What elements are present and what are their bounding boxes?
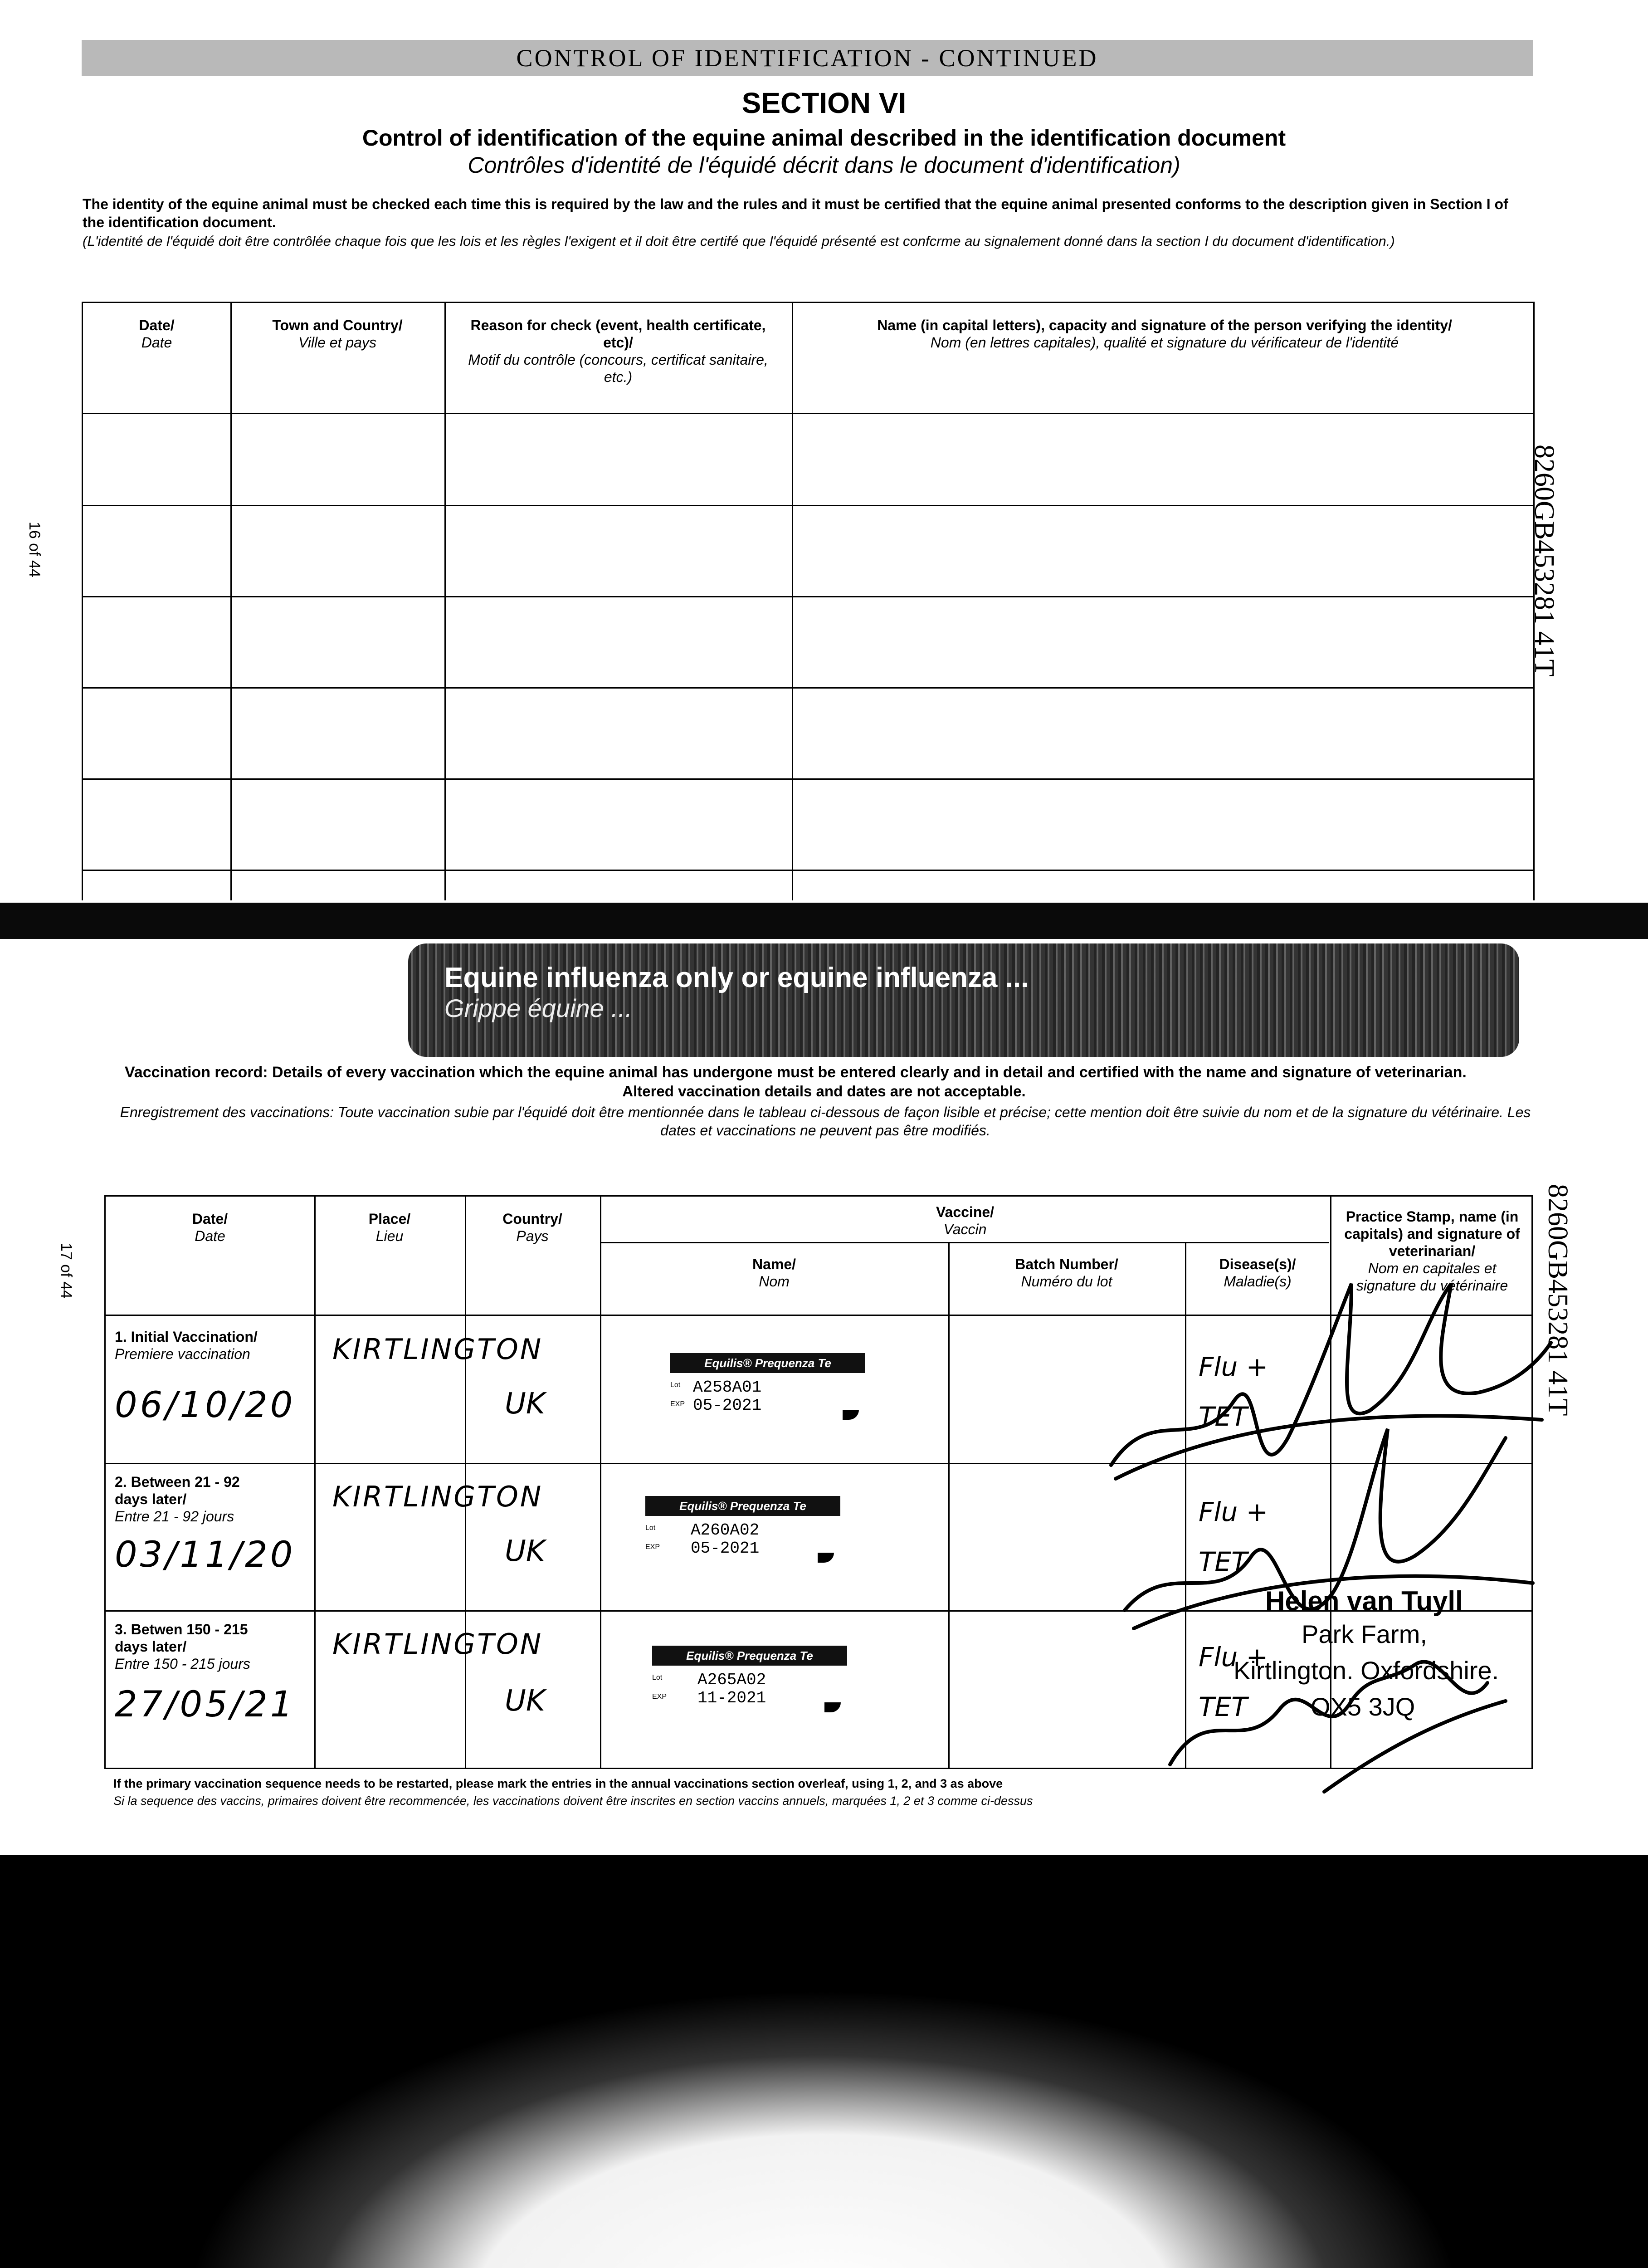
batch-number-3	[697, 1671, 766, 1707]
header-date-en: Date/	[192, 1211, 228, 1227]
hand-country-3: UK	[505, 1684, 545, 1718]
scanner-shadow	[0, 1855, 1648, 1960]
row-2-label-fr: Entre 21 - 92 jours	[115, 1508, 234, 1525]
vaccine-sticker-2	[645, 1496, 845, 1573]
header-verifier-fr: Nom (en lettres capitales), qualité et signature du vérificateur de l'identité	[930, 334, 1399, 351]
header-batch-fr: Numéro du lot	[1021, 1273, 1112, 1290]
header-stamp-fr: Nom en capitales et signature du vétérinaire	[1356, 1260, 1508, 1294]
hand-disease-3: Flu + TET	[1199, 1642, 1268, 1722]
row-label-1	[115, 1328, 310, 1363]
header-disease-fr: Maladie(s)	[1224, 1273, 1292, 1290]
header-town-fr: Ville et pays	[298, 334, 376, 351]
exp-key: EXP	[670, 1400, 685, 1408]
hand-place-3: KIRTLINGTON	[332, 1628, 543, 1661]
exp-key: EXP	[645, 1543, 660, 1551]
header-verifier	[809, 317, 1521, 351]
header-vaccine-fr: Vaccin	[943, 1221, 987, 1237]
row-divider	[83, 505, 1533, 506]
header-name-en: Name/	[752, 1256, 796, 1272]
batch-number-1	[693, 1378, 761, 1415]
vaccine-sticker-3	[652, 1646, 852, 1723]
col-divider	[948, 1242, 950, 1768]
veterinarian-signatures	[1097, 1266, 1551, 1810]
row-1-label-en: 1. Initial Vaccination/	[115, 1329, 258, 1345]
passport-id-top: 8260GB453281 41T	[1529, 445, 1560, 677]
hand-date-2: 03/11/20	[115, 1535, 296, 1575]
expiry-2: 05-2021	[691, 1539, 760, 1558]
intro-en: The identity of the equine animal must be checked each time this is required by the law and the rules and it must be certified that the equine animal presented conforms to the description given in Section I of the identification document.	[83, 196, 1508, 230]
header-date-en: Date/	[139, 317, 175, 333]
expiry-1: 05-2021	[693, 1396, 762, 1415]
header-date	[106, 1210, 314, 1245]
header-date-fr: Date	[195, 1228, 225, 1244]
hand-country-1: UK	[505, 1387, 545, 1421]
hand-disease-1: Flu + TET	[1199, 1351, 1268, 1432]
identification-page	[0, 0, 1648, 903]
hand-country-2: UK	[505, 1535, 545, 1568]
header-stamp-en: Practice Stamp, name (in capitals) and signature of veterinarian/	[1344, 1208, 1520, 1259]
lot-number-1: A258A01	[693, 1378, 762, 1397]
header-reason-fr: Motif du contrôle (concours, certificat sanitaire, etc.)	[468, 352, 768, 385]
vaccination-record-fr: Enregistrement des vaccinations: Toute vaccination subie par l'équidé doit être mentionnée dans le tableau ci-dessous de façon lisible et précise; cette mention doit être suivie du nom et de la signature du vétérinaire. Les dates et vaccinations ne peuvent pas être modifiés.	[120, 1104, 1531, 1139]
lot-key: Lot	[645, 1524, 656, 1532]
page-number-bottom: 17 of 44	[58, 1243, 75, 1299]
col-divider	[314, 1197, 316, 1768]
intro-fr: (L'identité de l'équidé doit être contrôlée chaque fois que les lois et les règles l'exigent et il doit être certifé que l'équidé présenté est confcrme au signalement donné dans la section I du document d'identification.)	[83, 233, 1395, 249]
row-divider	[83, 778, 1533, 780]
header-reason-en: Reason for check (event, health certificate, etc)/	[470, 317, 766, 351]
vaccination-page	[0, 939, 1648, 1855]
header-country-fr: Pays	[516, 1228, 549, 1244]
header-town	[230, 317, 444, 351]
sticker-tick	[843, 1410, 859, 1420]
sticker-tick	[818, 1553, 834, 1563]
header-vaccine-en: Vaccine/	[936, 1204, 995, 1220]
header-place-en: Place/	[368, 1211, 411, 1227]
vet-stamp-line1: Park Farm,	[1302, 1620, 1427, 1648]
vaccination-record-note: Altered vaccination details and dates are not acceptable.	[622, 1083, 1026, 1100]
control-title-en: Control of identification of the equine animal described in the identification document	[362, 125, 1286, 151]
vet-stamp-line2: Kirtlington. Oxfordshire.	[1234, 1656, 1499, 1685]
header-date-fr: Date	[141, 334, 172, 351]
vet-stamp-line3: OX5 3JQ	[1311, 1692, 1415, 1721]
header-country-en: Country/	[502, 1211, 562, 1227]
passport-id-bottom: 8260GB453281 41T	[1542, 1184, 1573, 1416]
vaccine-brand-1: Equilis® Prequenza Te	[670, 1353, 865, 1373]
header-vaccine-name	[600, 1256, 948, 1290]
header-batch-en: Batch Number/	[1015, 1256, 1118, 1272]
header-name-fr: Nom	[759, 1273, 790, 1290]
header-vaccine	[600, 1203, 1330, 1238]
vaccine-brand-2: Equilis® Prequenza Te	[645, 1496, 840, 1516]
col-divider	[444, 303, 446, 900]
footnote-en: If the primary vaccination sequence needs to be restarted, please mark the entries in the annual vaccinations section overleaf, using 1, 2, and 3 as above	[113, 1777, 1003, 1790]
row-1-label-fr: Premiere vaccination	[115, 1346, 250, 1362]
hand-date-3: 27/05/21	[115, 1684, 296, 1725]
page-number-top: 16 of 44	[26, 522, 43, 577]
hand-date-1: 06/10/20	[115, 1385, 296, 1426]
row-divider	[600, 1242, 1329, 1243]
vaccine-brand-3: Equilis® Prequenza Te	[652, 1646, 847, 1666]
hand-disease-2: Flu + TET	[1199, 1496, 1268, 1577]
expiry-3: 11-2021	[697, 1689, 766, 1707]
row-divider	[83, 413, 1533, 414]
col-divider	[230, 303, 232, 900]
batch-number-2	[691, 1521, 759, 1558]
vet-stamp-name: Helen van Tuyll	[1265, 1586, 1463, 1616]
vaccine-sticker-1	[670, 1353, 870, 1430]
obscured-subtitle: Grippe équine ...	[444, 994, 633, 1022]
control-title-fr: Contrôles d'identité de l'équidé décrit dans le document d'identification)	[468, 152, 1180, 178]
row-divider	[83, 596, 1533, 597]
lot-number-3: A265A02	[697, 1671, 766, 1689]
row-3-label-fr: Entre 150 - 215 jours	[115, 1656, 250, 1672]
row-3-label-en: 3. Betwen 150 - 215 days later/	[115, 1621, 248, 1655]
footnote-fr: Si la sequence des vaccins, primaires doivent être recommencée, les vaccinations doivent être inscrites en section vaccins annuels, marquées 1, 2 et 3 comme ci-dessus	[113, 1794, 1033, 1808]
col-divider	[792, 303, 793, 900]
obscured-title: Equine influenza only or equine influenza ...	[444, 962, 1029, 993]
vaccination-record-en: Vaccination record: Details of every vaccination which the equine animal has undergone must be entered clearly and in detail and certified with the name and signature of veterinarian.	[125, 1064, 1467, 1081]
row-2-label-en: 2. Between 21 - 92 days later/	[115, 1474, 240, 1507]
banner-text: CONTROL OF IDENTIFICATION - CONTINUED	[516, 44, 1098, 72]
row-divider	[83, 870, 1533, 871]
hand-place-1: KIRTLINGTON	[332, 1333, 543, 1366]
header-town-en: Town and Country/	[272, 317, 403, 333]
lot-key: Lot	[652, 1674, 663, 1681]
sticker-tick	[824, 1702, 841, 1712]
row-divider	[83, 687, 1533, 689]
exp-key: EXP	[652, 1693, 667, 1701]
header-country	[465, 1210, 600, 1245]
header-verifier-en: Name (in capital letters), capacity and signature of the person verifying the identity/	[877, 317, 1452, 333]
page-gap	[0, 903, 1648, 939]
header-date	[83, 317, 230, 351]
row-label-3	[115, 1621, 251, 1672]
lot-key: Lot	[670, 1381, 681, 1389]
section-banner	[82, 40, 1533, 76]
header-reason	[459, 317, 777, 386]
hand-place-2: KIRTLINGTON	[332, 1480, 543, 1513]
header-disease-en: Disease(s)/	[1219, 1256, 1296, 1272]
header-place	[314, 1210, 465, 1245]
row-label-2	[115, 1473, 251, 1525]
lot-number-2: A260A02	[691, 1521, 760, 1540]
header-place-fr: Lieu	[375, 1228, 404, 1244]
identity-check-table	[82, 302, 1535, 900]
section-title: SECTION VI	[741, 87, 907, 119]
